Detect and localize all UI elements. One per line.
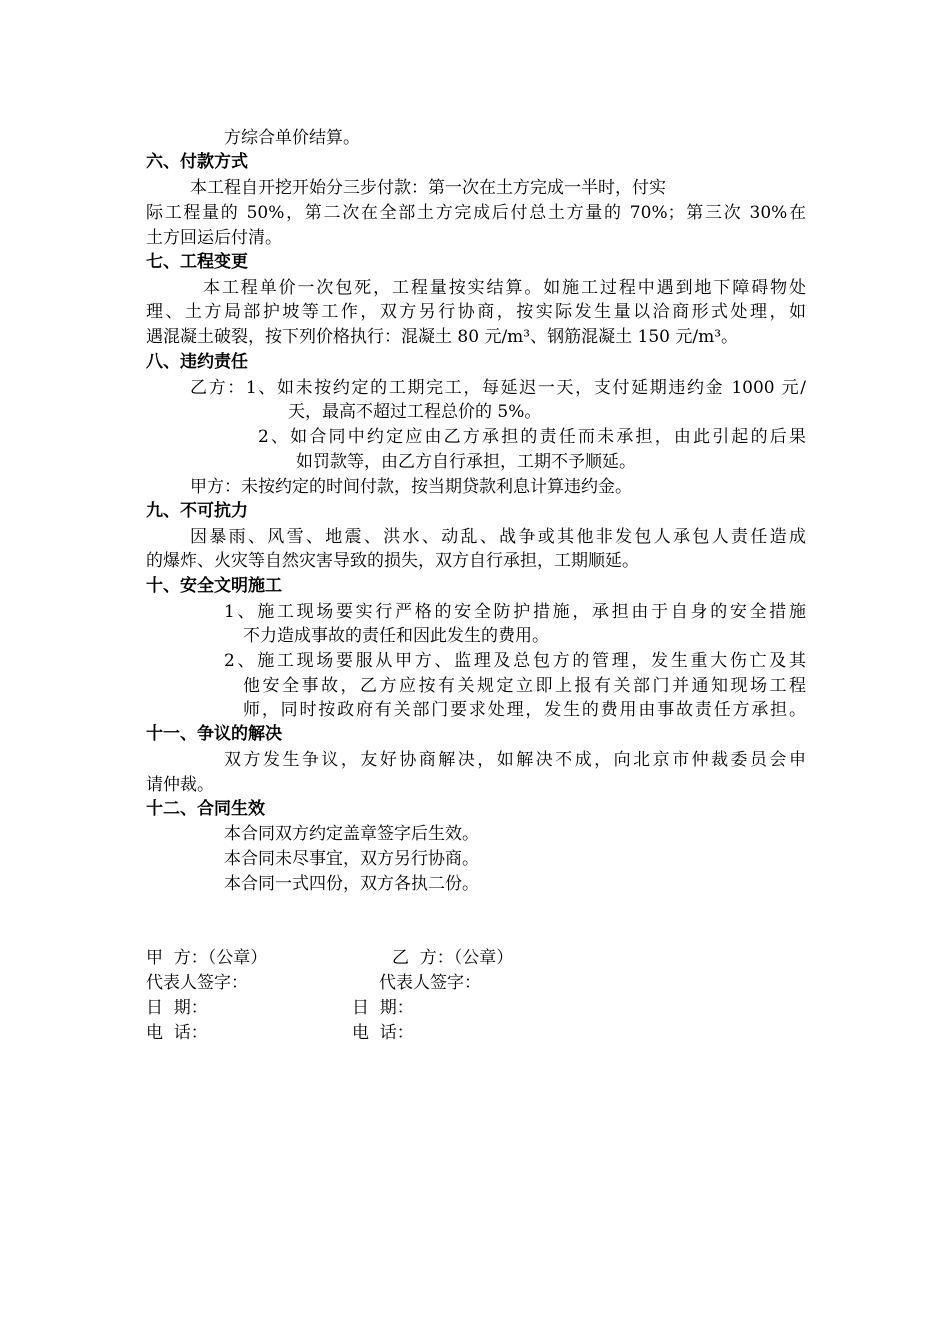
party-a-representative-label: 代表人签字： (146, 973, 248, 993)
section7-line-1: 本工程单价一次包死，工程量按实结算。如施工过程中遇到地下障碍物处 (203, 278, 806, 298)
section7-line-3: 遇混凝土破裂，按下列价格执行：混凝土 80 元/m³、钢筋混凝土 150 元/m³。 (146, 327, 739, 347)
section9-line-2: 的爆炸、火灾等自然灾害导致的损失，双方自行承担，工期顺延。 (146, 551, 639, 571)
section8-heading: 八、违约责任 (146, 352, 248, 372)
section8-line-4: 如罚款等，由乙方自行承担，工期不予顺延。 (296, 452, 636, 472)
section6-line-1: 本工程自开挖开始分三步付款：第一次在土方完成一半时，付实 (190, 178, 666, 198)
section12-heading: 十二、合同生效 (146, 799, 265, 819)
party-b-phone-label: 电 话： (352, 1023, 414, 1043)
section6-heading: 六、付款方式 (146, 152, 248, 172)
section10-line-4: 他安全事故，乙方应按有关规定立即上报有关部门并通知现场工程 (243, 676, 806, 696)
section9-heading: 九、不可抗力 (146, 501, 248, 521)
section6-line-2: 际工程量的 50%，第二次在全部土方完成后付总土方量的 70%；第三次 30%在 (146, 203, 806, 223)
party-a-phone-label: 电 话： (146, 1023, 208, 1043)
party-b-seal-label: 乙 方：（公章） (392, 948, 514, 968)
party-b-representative-label: 代表人签字： (379, 973, 481, 993)
section6-line-3: 土方回运后付清。 (146, 228, 282, 248)
section8-line-5: 甲方：未按约定的时间付款，按当期贷款利息计算违约金。 (190, 477, 632, 497)
section7-heading: 七、工程变更 (146, 252, 248, 272)
section11-heading: 十一、争议的解决 (146, 724, 282, 744)
section10-line-2: 不力造成事故的责任和因此发生的费用。 (243, 626, 549, 646)
section8-line-2: 天，最高不超过工程总价的 5%。 (288, 402, 542, 422)
section10-line-1: 1、施工现场要实行严格的安全防护措施，承担由于自身的安全措施 (224, 602, 806, 622)
section12-line-1: 本合同双方约定盖章签字后生效。 (224, 824, 479, 844)
party-b-date-label: 日 期： (352, 998, 414, 1018)
section7-line-2: 理、土方局部护坡等工作，双方另行协商，按实际发生量以洽商形式处理，如 (146, 302, 806, 322)
section9-line-1: 因暴雨、风雪、地震、洪水、动乱、战争或其他非发包人承包人责任造成 (190, 527, 806, 547)
section10-line-3: 2、施工现场要服从甲方、监理及总包方的管理，发生重大伤亡及其 (224, 651, 806, 671)
section11-line-1: 双方发生争议，友好协商解决，如解决不成，向北京市仲裁委员会申 (224, 750, 806, 770)
section10-heading: 十、安全文明施工 (146, 576, 282, 596)
party-a-seal-label: 甲 方：（公章） (146, 948, 268, 968)
section8-line-3: 2、如合同中约定应由乙方承担的责任而未承担，由此引起的后果 (258, 427, 806, 447)
section12-line-3: 本合同一式四份，双方各执二份。 (224, 874, 479, 894)
section12-line-2: 本合同未尽事宜，双方另行协商。 (224, 849, 479, 869)
section8-line-1: 乙方：1、如未按约定的工期完工，每延迟一天，支付延期违约金 1000 元/ (190, 378, 806, 398)
section10-line-5: 师，同时按政府有关部门要求处理，发生的费用由事故责任方承担。 (243, 700, 806, 720)
section11-line-2: 请仲裁。 (146, 775, 214, 795)
party-a-date-label: 日 期： (146, 998, 208, 1018)
section5-tail: 方综合单价结算。 (224, 128, 360, 148)
